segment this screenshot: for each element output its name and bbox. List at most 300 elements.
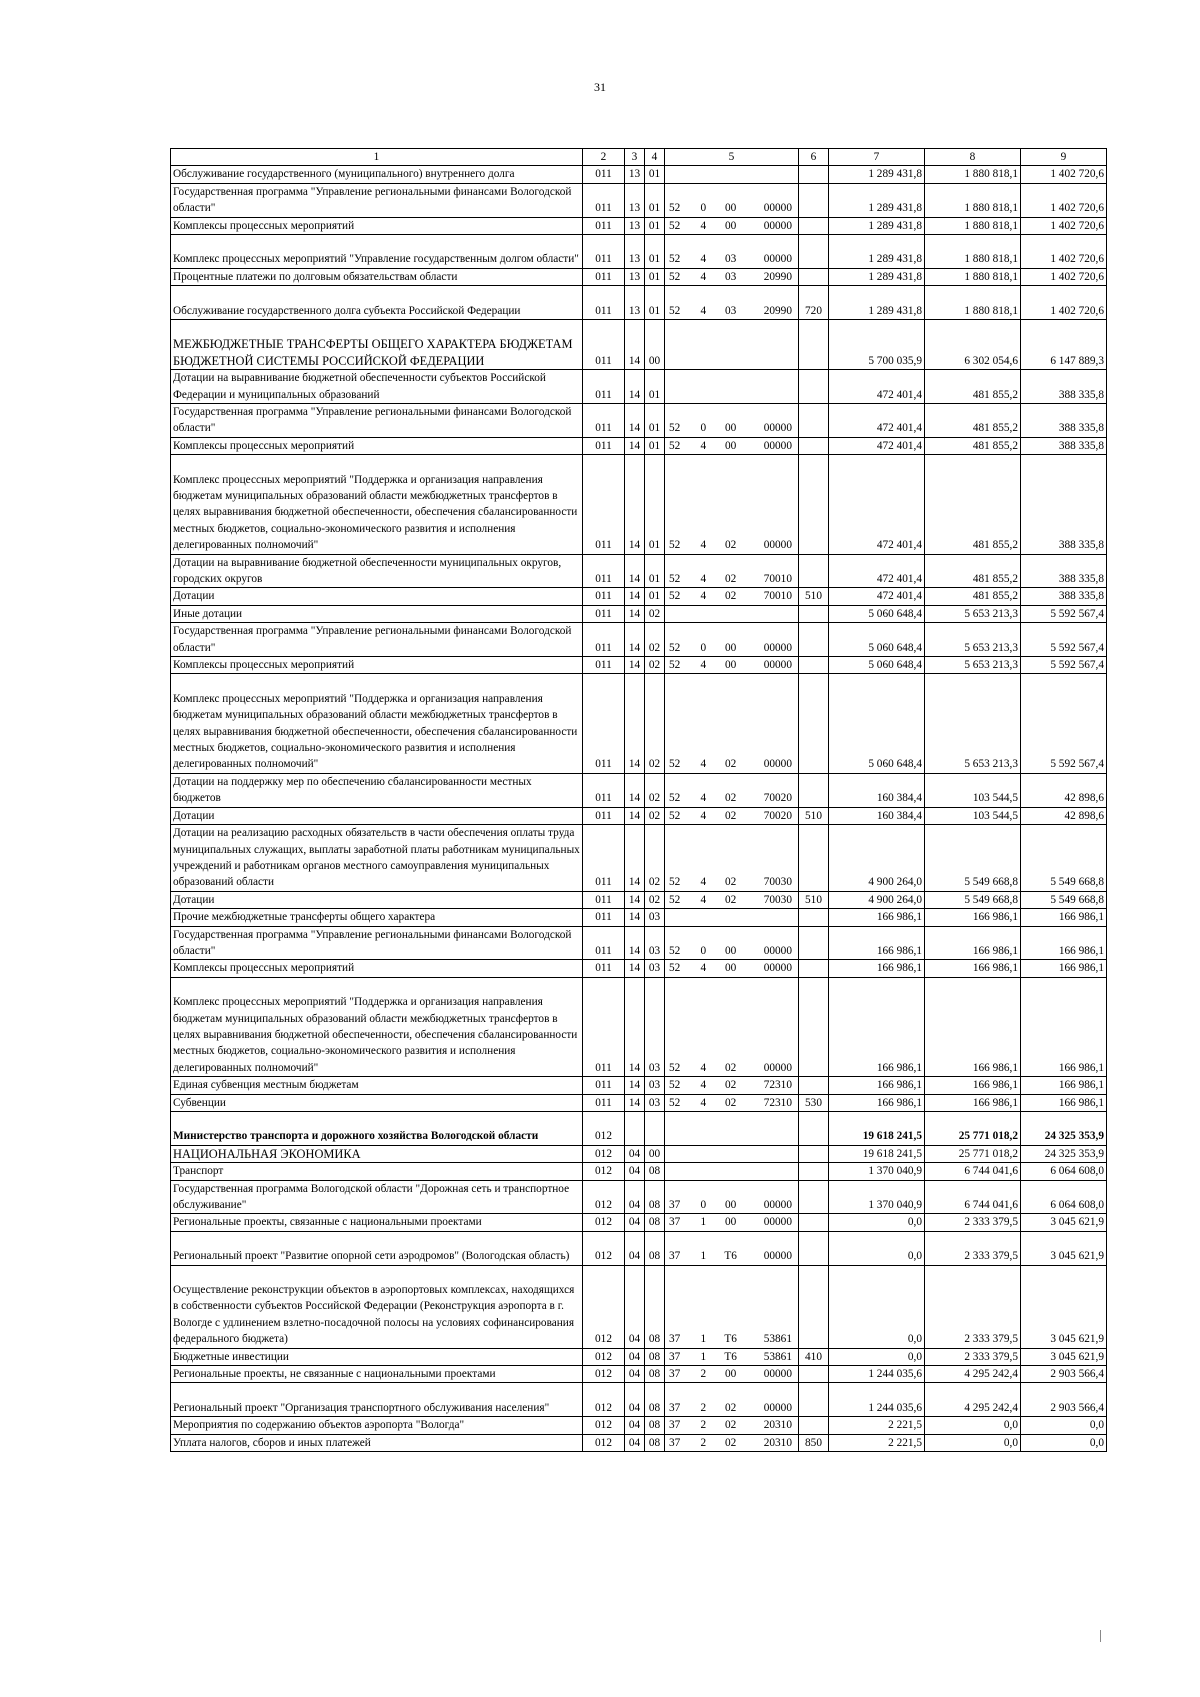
row-name: Дотации	[171, 891, 583, 908]
amount-year-1: 1 289 431,8	[829, 217, 925, 234]
code-target-article	[665, 1111, 799, 1145]
code-ministry: 011	[583, 623, 625, 657]
amount-year-2: 6 744 041,6	[925, 1180, 1021, 1214]
row-name: Единая субвенция местным бюджетам	[171, 1077, 583, 1094]
code-subsection: 02	[645, 657, 665, 674]
article-part: 70020	[763, 792, 792, 805]
code-target-article	[665, 183, 799, 217]
table-row	[171, 217, 1107, 234]
code-target-article	[665, 1094, 799, 1111]
code-target-article	[665, 370, 799, 404]
amount-year-3: 3 045 621,9	[1021, 1231, 1107, 1265]
amount-year-2: 25 771 018,2	[925, 1111, 1021, 1145]
code-target-article	[665, 674, 799, 773]
code-expense-type	[799, 455, 829, 554]
amount-year-2: 481 855,2	[925, 370, 1021, 404]
article-part: 02	[725, 1401, 737, 1414]
article-part: 02	[725, 1061, 737, 1074]
code-ministry: 012	[583, 1348, 625, 1365]
article-part: 37	[669, 1350, 681, 1363]
header-cell: 6	[799, 149, 829, 166]
article-part: Т6	[724, 1250, 737, 1263]
amount-year-3: 166 986,1	[1021, 1094, 1107, 1111]
amount-year-1: 5 700 035,9	[829, 320, 925, 370]
amount-year-3: 166 986,1	[1021, 1077, 1107, 1094]
article-part: 52	[669, 253, 681, 266]
table-row	[171, 1231, 1107, 1265]
table-row	[171, 891, 1107, 908]
code-target-article	[665, 320, 799, 370]
code-subsection: 03	[645, 1094, 665, 1111]
table-row	[171, 825, 1107, 892]
code-target-article	[665, 891, 799, 908]
article-part: 4	[700, 962, 707, 975]
row-name: Государственная программа Вологодской области "Дорожная сеть и транспортное обслуживание"	[171, 1180, 583, 1214]
article-part: 00	[725, 1198, 737, 1211]
amount-year-1: 1 370 040,9	[829, 1180, 925, 1214]
code-section: 04	[625, 1434, 645, 1451]
amount-year-1: 0,0	[829, 1214, 925, 1231]
header-cell: 5	[665, 149, 799, 166]
amount-year-1: 472 401,4	[829, 588, 925, 605]
code-expense-type	[799, 926, 829, 960]
amount-year-1: 4 900 264,0	[829, 891, 925, 908]
header-cell: 2	[583, 149, 625, 166]
amount-year-3: 3 045 621,9	[1021, 1214, 1107, 1231]
amount-year-1: 472 401,4	[829, 404, 925, 438]
row-name: Государственная программа "Управление региональными финансами Вологодской области"	[171, 926, 583, 960]
amount-year-2: 0,0	[925, 1417, 1021, 1434]
header-cell: 9	[1021, 149, 1107, 166]
code-target-article	[665, 623, 799, 657]
code-target-article	[665, 1383, 799, 1417]
code-ministry: 012	[583, 1434, 625, 1451]
amount-year-3: 24 325 353,9	[1021, 1111, 1107, 1145]
amount-year-3: 388 335,8	[1021, 404, 1107, 438]
table-row	[171, 320, 1107, 370]
code-section: 04	[625, 1365, 645, 1382]
code-ministry: 012	[583, 1111, 625, 1145]
row-name: МЕЖБЮДЖЕТНЫЕ ТРАНСФЕРТЫ ОБЩЕГО ХАРАКТЕРА БЮДЖЕТАМ БЮДЖЕТНОЙ СИСТЕМЫ РОССИЙСКОЙ ФЕДЕРАЦИИ	[171, 320, 583, 370]
table-row	[171, 1180, 1107, 1214]
amount-year-2: 1 880 818,1	[925, 235, 1021, 269]
code-subsection: 08	[645, 1348, 665, 1365]
code-subsection: 01	[645, 268, 665, 285]
amount-year-3: 2 903 566,4	[1021, 1383, 1107, 1417]
article-part: 00000	[763, 758, 792, 771]
amount-year-2: 5 653 213,3	[925, 657, 1021, 674]
amount-year-1: 1 244 035,6	[829, 1365, 925, 1382]
article-part: 37	[669, 1436, 681, 1449]
amount-year-1: 166 986,1	[829, 960, 925, 977]
code-subsection: 08	[645, 1180, 665, 1214]
code-section: 14	[625, 455, 645, 554]
article-part: 00	[725, 659, 737, 672]
code-expense-type: 720	[799, 286, 829, 320]
table-row	[171, 1163, 1107, 1180]
row-name: Государственная программа "Управление региональными финансами Вологодской области"	[171, 623, 583, 657]
code-ministry: 011	[583, 773, 625, 807]
table-row	[171, 926, 1107, 960]
code-subsection: 02	[645, 605, 665, 622]
article-part: 4	[700, 253, 707, 266]
code-expense-type	[799, 1417, 829, 1434]
amount-year-3: 166 986,1	[1021, 977, 1107, 1076]
code-subsection: 02	[645, 623, 665, 657]
amount-year-3: 388 335,8	[1021, 554, 1107, 588]
amount-year-2: 25 771 018,2	[925, 1145, 1021, 1162]
amount-year-2: 5 653 213,3	[925, 605, 1021, 622]
table-row	[171, 1417, 1107, 1434]
row-name: Обслуживание государственного (муниципального) внутреннего долга	[171, 166, 583, 183]
table-row	[171, 657, 1107, 674]
code-section: 13	[625, 268, 645, 285]
header-cell: 3	[625, 149, 645, 166]
header-row	[171, 149, 1107, 166]
row-name: Обслуживание государственного долга субъекта Российской Федерации	[171, 286, 583, 320]
code-subsection: 08	[645, 1214, 665, 1231]
amount-year-3: 5 592 567,4	[1021, 605, 1107, 622]
code-section: 14	[625, 977, 645, 1076]
article-part: 37	[669, 1216, 681, 1229]
row-name: Дотации на поддержку мер по обеспечению сбалансированности местных бюджетов	[171, 773, 583, 807]
code-section: 14	[625, 588, 645, 605]
amount-year-3: 1 402 720,6	[1021, 235, 1107, 269]
code-section: 13	[625, 235, 645, 269]
amount-year-3: 388 335,8	[1021, 370, 1107, 404]
code-target-article	[665, 554, 799, 588]
code-target-article	[665, 235, 799, 269]
code-expense-type: 850	[799, 1434, 829, 1451]
code-ministry: 011	[583, 1077, 625, 1094]
article-part: 4	[700, 590, 707, 603]
code-subsection: 03	[645, 960, 665, 977]
code-expense-type	[799, 1214, 829, 1231]
amount-year-3: 42 898,6	[1021, 807, 1107, 824]
budget-table	[170, 148, 1107, 1452]
amount-year-3: 6 064 608,0	[1021, 1163, 1107, 1180]
code-target-article	[665, 1348, 799, 1365]
article-part: 00000	[763, 422, 792, 435]
code-expense-type	[799, 404, 829, 438]
article-part: 37	[669, 1401, 681, 1414]
amount-year-2: 166 986,1	[925, 1077, 1021, 1094]
amount-year-2: 166 986,1	[925, 960, 1021, 977]
amount-year-2: 0,0	[925, 1434, 1021, 1451]
row-name: Осуществление реконструкции объектов в аэропортовых комплексах, находящихся в собственности субъектов Российской Федерации (Реконструкция аэропорта в г. Вологде с удлинением взлетно-посадочной полосы на условиях софинансирования федерального бюджета)	[171, 1265, 583, 1348]
code-target-article	[665, 455, 799, 554]
row-name: Государственная программа "Управление региональными финансами Вологодской области"	[171, 183, 583, 217]
row-name: Мероприятия по содержанию объектов аэропорта "Вологда"	[171, 1417, 583, 1434]
code-subsection: 02	[645, 773, 665, 807]
code-expense-type	[799, 437, 829, 454]
amount-year-1: 5 060 648,4	[829, 657, 925, 674]
article-part: 02	[725, 792, 737, 805]
article-part: 00000	[763, 1061, 792, 1074]
amount-year-3: 1 402 720,6	[1021, 166, 1107, 183]
article-part: 70010	[763, 573, 792, 586]
code-ministry: 011	[583, 183, 625, 217]
code-target-article	[665, 605, 799, 622]
code-ministry: 011	[583, 404, 625, 438]
amount-year-2: 5 549 668,8	[925, 891, 1021, 908]
code-subsection: 03	[645, 909, 665, 926]
article-part: 0	[700, 1198, 707, 1211]
article-part: 1	[700, 1333, 707, 1346]
code-target-article	[665, 825, 799, 892]
amount-year-3: 166 986,1	[1021, 960, 1107, 977]
amount-year-2: 2 333 379,5	[925, 1265, 1021, 1348]
code-expense-type	[799, 1077, 829, 1094]
article-part: 52	[669, 422, 681, 435]
code-section: 14	[625, 605, 645, 622]
amount-year-2: 2 333 379,5	[925, 1214, 1021, 1231]
code-ministry: 011	[583, 268, 625, 285]
article-part: 52	[669, 792, 681, 805]
code-ministry: 011	[583, 674, 625, 773]
article-part: 00	[725, 202, 737, 215]
code-subsection: 03	[645, 1077, 665, 1094]
table-row	[171, 623, 1107, 657]
code-target-article	[665, 286, 799, 320]
code-section: 14	[625, 825, 645, 892]
amount-year-2: 6 302 054,6	[925, 320, 1021, 370]
code-subsection: 01	[645, 588, 665, 605]
code-section: 14	[625, 926, 645, 960]
article-part: 02	[725, 573, 737, 586]
code-section: 13	[625, 183, 645, 217]
amount-year-3: 0,0	[1021, 1417, 1107, 1434]
article-part: 70030	[763, 893, 792, 906]
code-expense-type	[799, 370, 829, 404]
amount-year-1: 0,0	[829, 1348, 925, 1365]
code-subsection: 01	[645, 370, 665, 404]
article-part: 37	[669, 1198, 681, 1211]
row-name: Процентные платежи по долговым обязательствам области	[171, 268, 583, 285]
code-subsection: 01	[645, 455, 665, 554]
code-ministry: 012	[583, 1163, 625, 1180]
code-section: 13	[625, 166, 645, 183]
amount-year-3: 1 402 720,6	[1021, 286, 1107, 320]
article-part: 20310	[763, 1419, 792, 1432]
code-subsection: 01	[645, 166, 665, 183]
article-part: 20310	[763, 1436, 792, 1449]
code-target-article	[665, 807, 799, 824]
code-target-article	[665, 1077, 799, 1094]
code-subsection: 01	[645, 554, 665, 588]
header-cell: 7	[829, 149, 925, 166]
code-ministry: 011	[583, 286, 625, 320]
article-part: 00	[725, 219, 737, 232]
article-part: 52	[669, 641, 681, 654]
code-subsection: 08	[645, 1231, 665, 1265]
amount-year-3: 5 549 668,8	[1021, 891, 1107, 908]
article-part: 02	[725, 809, 737, 822]
code-ministry: 011	[583, 1094, 625, 1111]
amount-year-3: 5 549 668,8	[1021, 825, 1107, 892]
code-expense-type	[799, 320, 829, 370]
code-ministry: 012	[583, 1231, 625, 1265]
article-part: 03	[725, 304, 737, 317]
amount-year-2: 166 986,1	[925, 909, 1021, 926]
code-expense-type: 530	[799, 1094, 829, 1111]
code-target-article	[665, 1180, 799, 1214]
code-expense-type	[799, 166, 829, 183]
article-part: 4	[700, 304, 707, 317]
amount-year-1: 1 289 431,8	[829, 286, 925, 320]
table-row	[171, 235, 1107, 269]
code-subsection: 01	[645, 217, 665, 234]
code-section: 14	[625, 773, 645, 807]
code-target-article	[665, 960, 799, 977]
table-row	[171, 588, 1107, 605]
code-subsection: 01	[645, 183, 665, 217]
row-name: Комплекс процессных мероприятий "Поддержка и организация направления бюджетам муниципальных образований области межбюджетных трансфертов в целях выравнивания бюджетной обеспеченности, обеспечения сбалансированности местных бюджетов, социально-экономического развития и исполнения делегированных полномочий"	[171, 455, 583, 554]
code-target-article	[665, 1265, 799, 1348]
article-part: 52	[669, 944, 681, 957]
article-part: 0	[700, 202, 707, 215]
table-row	[171, 370, 1107, 404]
article-part: 2	[700, 1436, 707, 1449]
amount-year-3: 166 986,1	[1021, 909, 1107, 926]
amount-year-3: 5 592 567,4	[1021, 623, 1107, 657]
amount-year-3: 3 045 621,9	[1021, 1265, 1107, 1348]
amount-year-1: 19 618 241,5	[829, 1111, 925, 1145]
row-name: Комплекс процессных мероприятий "Поддержка и организация направления бюджетам муниципальных образований области межбюджетных трансфертов в целях выравнивания бюджетной обеспеченности, обеспечения сбалансированности местных бюджетов, социально-экономического развития и исполнения делегированных полномочий"	[171, 674, 583, 773]
table-row	[171, 909, 1107, 926]
article-part: 52	[669, 219, 681, 232]
article-part: 00	[725, 1216, 737, 1229]
code-ministry: 012	[583, 1214, 625, 1231]
page-number: 31	[594, 80, 606, 94]
code-section: 04	[625, 1417, 645, 1434]
amount-year-2: 481 855,2	[925, 404, 1021, 438]
row-name: Бюджетные инвестиции	[171, 1348, 583, 1365]
article-part: 52	[669, 539, 681, 552]
article-part: 52	[669, 304, 681, 317]
article-part: Т6	[724, 1333, 737, 1346]
table-row	[171, 437, 1107, 454]
article-part: 00000	[763, 659, 792, 672]
code-ministry: 011	[583, 217, 625, 234]
code-ministry: 012	[583, 1365, 625, 1382]
code-section: 14	[625, 370, 645, 404]
code-section: 14	[625, 623, 645, 657]
row-name: Региональные проекты, связанные с национальными проектами	[171, 1214, 583, 1231]
amount-year-2: 2 333 379,5	[925, 1231, 1021, 1265]
row-name: Комплексы процессных мероприятий	[171, 437, 583, 454]
amount-year-2: 166 986,1	[925, 977, 1021, 1076]
article-part: 1	[700, 1250, 707, 1263]
amount-year-1: 4 900 264,0	[829, 825, 925, 892]
amount-year-2: 481 855,2	[925, 588, 1021, 605]
amount-year-2: 1 880 818,1	[925, 217, 1021, 234]
code-target-article	[665, 657, 799, 674]
row-name: Комплексы процессных мероприятий	[171, 960, 583, 977]
amount-year-1: 19 618 241,5	[829, 1145, 925, 1162]
article-part: 52	[669, 590, 681, 603]
code-target-article	[665, 437, 799, 454]
article-part: 00000	[763, 962, 792, 975]
table-row	[171, 166, 1107, 183]
code-subsection: 08	[645, 1434, 665, 1451]
code-subsection: 08	[645, 1265, 665, 1348]
amount-year-2: 1 880 818,1	[925, 286, 1021, 320]
code-ministry: 011	[583, 807, 625, 824]
table-row	[171, 1094, 1107, 1111]
article-part: 52	[669, 1079, 681, 1092]
article-part: 03	[725, 253, 737, 266]
article-part: 4	[700, 539, 707, 552]
amount-year-1: 472 401,4	[829, 370, 925, 404]
amount-year-2: 5 549 668,8	[925, 825, 1021, 892]
article-part: 4	[700, 758, 707, 771]
code-target-article	[665, 909, 799, 926]
article-part: 4	[700, 219, 707, 232]
article-part: 52	[669, 809, 681, 822]
code-ministry: 011	[583, 554, 625, 588]
amount-year-1: 1 370 040,9	[829, 1163, 925, 1180]
article-part: 4	[700, 270, 707, 283]
amount-year-3: 1 402 720,6	[1021, 183, 1107, 217]
amount-year-1: 166 986,1	[829, 909, 925, 926]
article-part: 1	[700, 1350, 707, 1363]
article-part: 4	[700, 1061, 707, 1074]
code-target-article	[665, 588, 799, 605]
code-target-article	[665, 217, 799, 234]
article-part: 00	[725, 944, 737, 957]
table-row	[171, 554, 1107, 588]
article-part: 70020	[763, 809, 792, 822]
code-ministry: 011	[583, 605, 625, 622]
amount-year-2: 166 986,1	[925, 926, 1021, 960]
code-expense-type: 510	[799, 891, 829, 908]
article-part: 20990	[763, 270, 792, 283]
amount-year-3: 166 986,1	[1021, 926, 1107, 960]
amount-year-3: 24 325 353,9	[1021, 1145, 1107, 1162]
article-part: 02	[725, 893, 737, 906]
code-expense-type	[799, 1231, 829, 1265]
article-part: 4	[700, 1096, 707, 1109]
amount-year-3: 6 147 889,3	[1021, 320, 1107, 370]
article-part: 2	[700, 1401, 707, 1414]
amount-year-2: 1 880 818,1	[925, 268, 1021, 285]
table-row	[171, 1365, 1107, 1382]
table-row	[171, 674, 1107, 773]
code-ministry: 011	[583, 909, 625, 926]
code-section: 13	[625, 286, 645, 320]
code-target-article	[665, 404, 799, 438]
article-part: 53861	[763, 1333, 792, 1346]
article-part: 00000	[763, 1216, 792, 1229]
article-part: 02	[725, 758, 737, 771]
row-name: Дотации	[171, 588, 583, 605]
row-name: Комплексы процессных мероприятий	[171, 217, 583, 234]
code-target-article	[665, 926, 799, 960]
amount-year-3: 1 402 720,6	[1021, 268, 1107, 285]
amount-year-1: 166 986,1	[829, 977, 925, 1076]
amount-year-1: 5 060 648,4	[829, 605, 925, 622]
code-ministry: 011	[583, 370, 625, 404]
code-subsection: 02	[645, 807, 665, 824]
article-part: 00	[725, 641, 737, 654]
article-part: 4	[700, 659, 707, 672]
amount-year-2: 103 544,5	[925, 773, 1021, 807]
code-expense-type	[799, 1265, 829, 1348]
table-row	[171, 1077, 1107, 1094]
code-target-article	[665, 1434, 799, 1451]
code-subsection: 01	[645, 437, 665, 454]
